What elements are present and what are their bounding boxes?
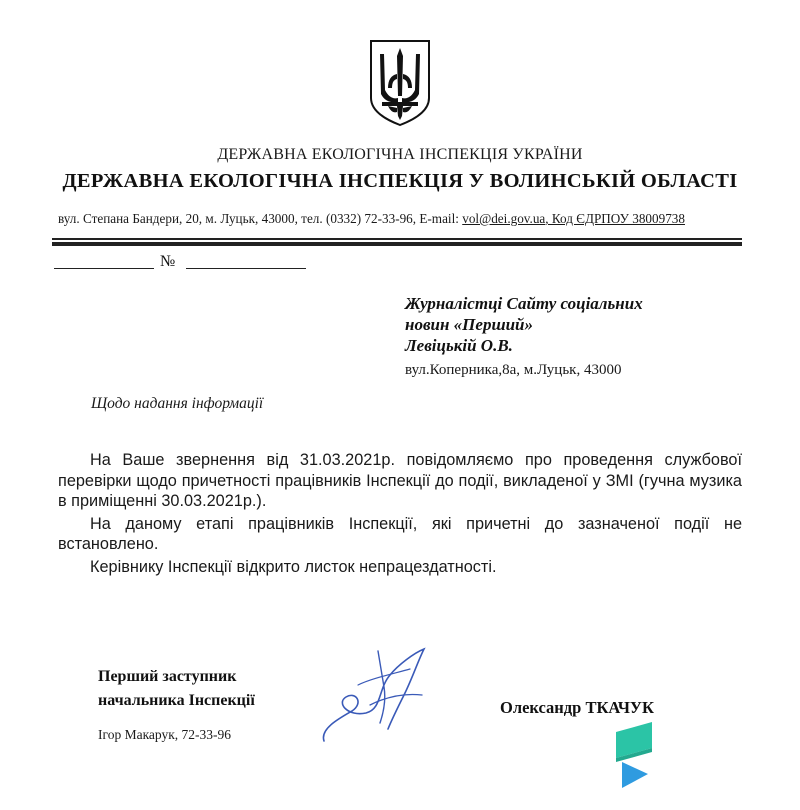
ministry-name: ДЕРЖАВНА ЕКОЛОГІЧНА ІНСПЕКЦІЯ УКРАЇНИ xyxy=(217,146,583,163)
executor-contact: Ігор Макарук, 72-33-96 xyxy=(98,727,232,742)
trident-emblem-icon xyxy=(368,38,432,128)
recipient-line: новин «Перший» xyxy=(405,315,534,334)
signatory-title-line: Перший заступник xyxy=(98,668,237,685)
registration-number-blank xyxy=(186,268,306,269)
edrpou-code: , Код ЄДРПОУ 38009738 xyxy=(545,211,685,226)
letter-subject: Щодо надання інформації xyxy=(91,395,264,412)
recipient-block xyxy=(405,293,643,356)
registration-date-blank xyxy=(54,268,154,269)
recipient-address: вул.Коперника,8а, м.Луцьк, 43000 xyxy=(405,362,622,378)
recipient-line: Журналістці Сайту соціальних xyxy=(405,294,643,313)
signatory-title xyxy=(98,665,255,713)
body-paragraph: На Ваше звернення від 31.03.2021р. повідомляємо про проведення службової перевірки щодо причетності працівників Інспекції до події, викладеної у ЗМІ (гучна музика в приміщенні 30.03.2021р.). xyxy=(58,451,742,510)
letterhead-address xyxy=(58,211,685,227)
registration-number-sign: № xyxy=(160,253,176,270)
body-paragraph: На даному етапі працівників Інспекції, які причетні до зазначеної події не встановлено. xyxy=(58,514,742,553)
handwritten-signature xyxy=(318,645,438,750)
department-name: ДЕРЖАВНА ЕКОЛОГІЧНА ІНСПЕКЦІЯ У ВОЛИНСЬКІЙ ОБЛАСТІ xyxy=(62,170,738,192)
recipient-line: Левіцькій О.В. xyxy=(405,336,513,355)
site-logo-icon xyxy=(612,722,656,792)
letterhead-rule-thick xyxy=(52,242,742,246)
signer-name: Олександр ТКАЧУК xyxy=(500,698,655,717)
letter-body xyxy=(58,450,742,577)
body-paragraph: Керівнику Інспекції відкрито листок непрацездатності. xyxy=(90,557,497,576)
letterhead-rule-thin xyxy=(52,238,742,240)
signatory-title-line: начальника Інспекції xyxy=(98,692,255,709)
email-link[interactable]: vol@dei.gov.ua xyxy=(462,211,546,226)
address-text: вул. Степана Бандери, 20, м. Луцьк, 43000, тел. (0332) 72-33-96, E-mail: xyxy=(58,211,463,226)
